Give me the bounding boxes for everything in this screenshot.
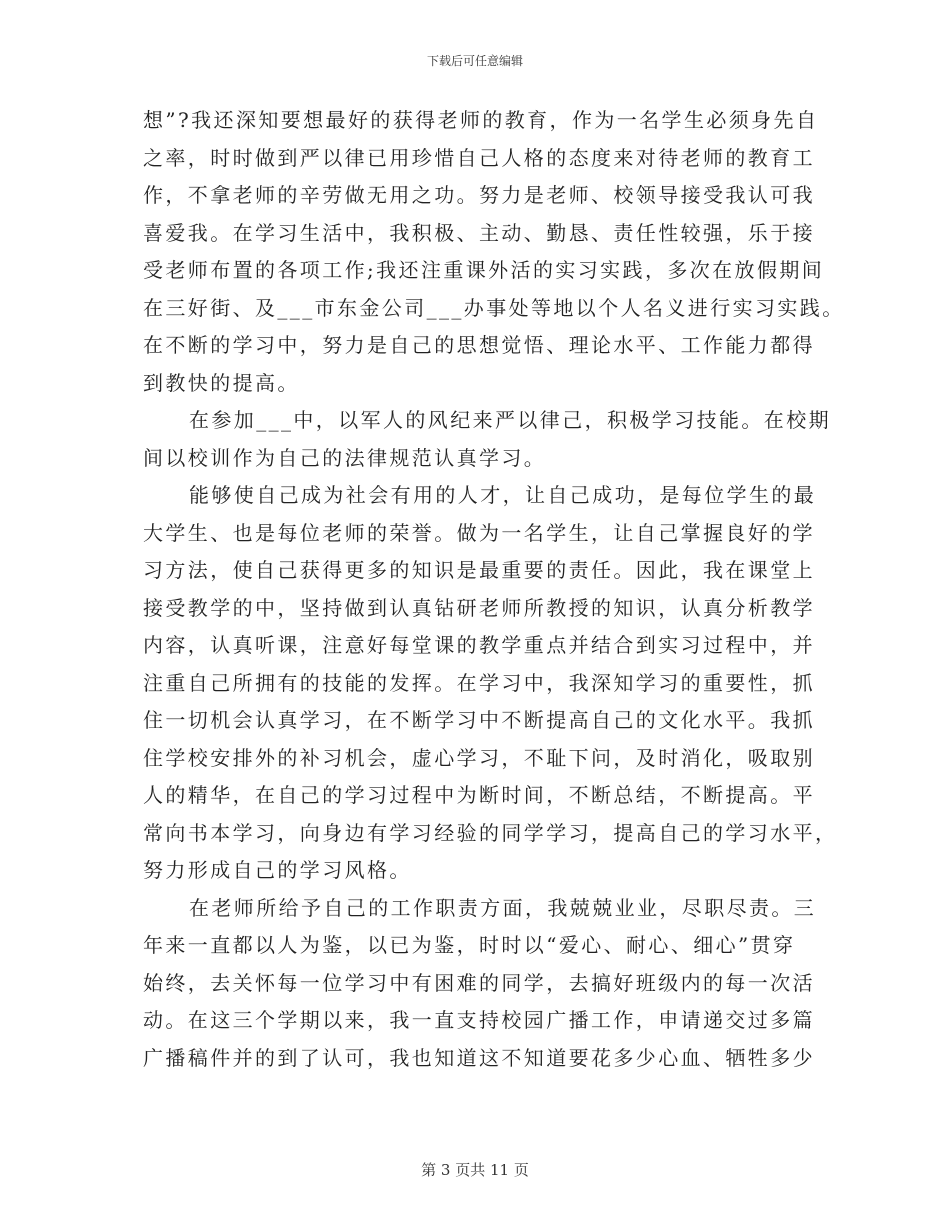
text-line: 努力形成自己的学习风格。 bbox=[143, 858, 412, 882]
text-line: 在老师所给予自己的工作职责方面，我兢兢业业，尽职尽责。三 bbox=[189, 895, 817, 920]
text-line: 习方法，使自己获得更多的知识是最重要的责任。因此，我在课堂上 bbox=[143, 558, 815, 582]
text-line: 年来一直都以人为鉴，以已为鉴，时时以“爱心、耐心、细心”贯穿 bbox=[143, 933, 796, 957]
text-line: 住学校安排外的补习机会，虚心学习，不耻下问，及时消化，吸取别 bbox=[143, 745, 815, 770]
text-line: 动。在这三个学期以来，我一直支持校园广播工作，申请递交过多篇 bbox=[143, 1008, 815, 1032]
text-line: 作，不拿老师的辛劳做无用之功。努力是老师、校领导接受我认可我 bbox=[143, 183, 815, 207]
text-line: 常向书本学习，向身边有学习经验的同学学习，提高自己的学习水平， bbox=[143, 820, 838, 845]
text-line: 大学生、也是每位老师的荣誉。做为一名学生，让自己掌握良好的学 bbox=[143, 520, 815, 545]
text-line: 在三好街、及___市东金公司___办事处等地以个人名义进行实习实践。 bbox=[143, 295, 845, 320]
page-header: 下载后可任意编辑 bbox=[426, 54, 523, 68]
text-line: 喜爱我。在学习生活中，我积极、主动、勤恳、责任性较强，乐于接 bbox=[143, 220, 815, 245]
body-text bbox=[143, 102, 845, 1077]
page-footer: 第 3 页共 11 页 bbox=[421, 1161, 529, 1179]
text-line: 到教快的提高。 bbox=[143, 370, 300, 395]
text-line: 间以校训作为自己的法律规范认真学习。 bbox=[143, 445, 547, 470]
text-line: 想”?我还深知要想最好的获得老师的教育，作为一名学生必须身先自 bbox=[143, 108, 819, 132]
text-line: 注重自己所拥有的技能的发挥。在学习中，我深知学习的重要性，抓 bbox=[143, 670, 815, 695]
text-line: 内容，认真听课，注意好每堂课的教学重点并结合到实习过程中，并 bbox=[143, 633, 815, 657]
text-line: 受老师布置的各项工作;我还注重课外活的实习实践，多次在放假期间 bbox=[143, 258, 825, 282]
text-line: 住一切机会认真学习，在不断学习中不断提高自己的文化水平。我抓 bbox=[143, 708, 815, 732]
text-line: 广播稿件并的到了认可，我也知道这不知道要花多少心血、牺牲多少 bbox=[143, 1045, 815, 1070]
text-line: 始终，去关怀每一位学习中有困难的同学，去搞好班级内的每一次活 bbox=[143, 970, 815, 995]
text-line: 人的精华，在自己的学习过程中为断时间，不断总结，不断提高。平 bbox=[143, 783, 815, 807]
text-line: 在不断的学习中，努力是自己的思想觉悟、理论水平、工作能力都得 bbox=[143, 333, 815, 357]
text-line: 在参加___中，以军人的风纪来严以律己，积极学习技能。在校期 bbox=[189, 408, 831, 432]
text-line: 接受教学的中，坚持做到认真钻研老师所教授的知识，认真分析教学 bbox=[143, 595, 815, 620]
text-line: 之率，时时做到严以律已用珍惜自己人格的态度来对待老师的教育工 bbox=[143, 145, 815, 170]
text-line: 能够使自己成为社会有用的人才，让自己成功，是每位学生的最 bbox=[189, 483, 817, 507]
